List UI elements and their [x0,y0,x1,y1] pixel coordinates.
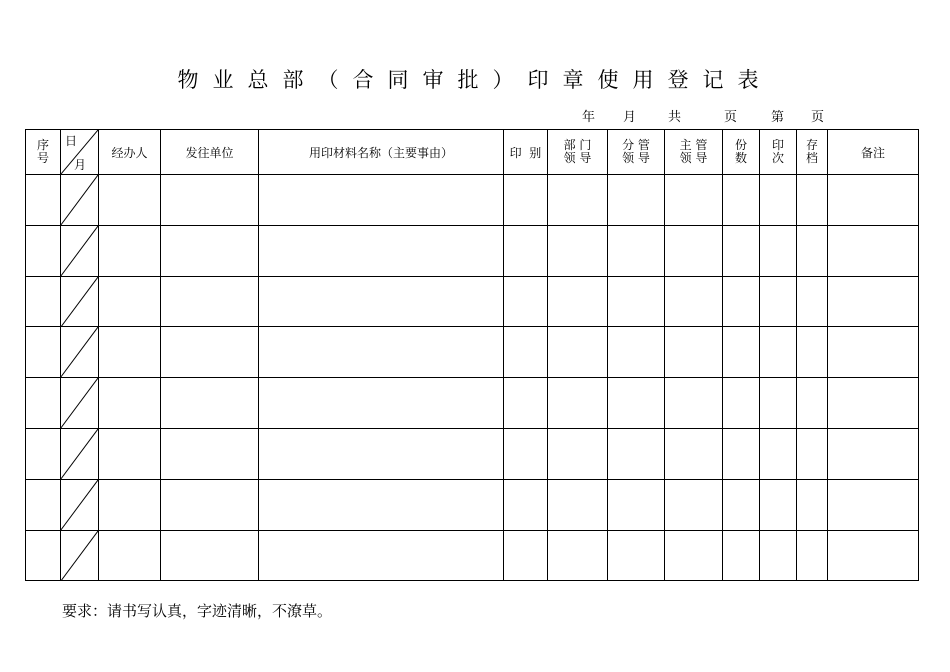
table-cell[interactable] [504,276,548,327]
table-cell[interactable] [504,530,548,581]
table-cell[interactable] [26,479,61,530]
table-cell[interactable] [548,225,608,276]
table-cell[interactable] [504,327,548,378]
table-cell[interactable] [665,428,723,479]
table-cell[interactable] [26,428,61,479]
table-cell[interactable] [259,327,504,378]
table-cell[interactable] [608,479,665,530]
table-cell[interactable] [723,530,760,581]
no-label: 第 [771,110,785,125]
table-cell[interactable] [760,378,797,429]
table-cell[interactable] [26,225,61,276]
table-row [26,428,919,479]
table-cell[interactable] [26,276,61,327]
table-cell[interactable] [760,530,797,581]
year-label: 年 [582,110,596,125]
header-copies: 份 数 [723,130,760,175]
header-handler: 经办人 [99,130,161,175]
table-cell[interactable] [504,479,548,530]
table-cell[interactable] [26,327,61,378]
register-table [25,129,919,581]
table-cell[interactable] [828,276,919,327]
table-cell[interactable] [665,530,723,581]
table-cell[interactable] [259,479,504,530]
page2-label: 页 [811,110,825,125]
table-cell[interactable] [665,276,723,327]
date-cell[interactable] [61,225,99,276]
table-row [26,530,919,581]
table-cell[interactable] [26,530,61,581]
table-cell[interactable] [161,428,259,479]
table-cell[interactable] [504,225,548,276]
table-cell[interactable] [828,175,919,226]
table-cell[interactable] [828,225,919,276]
table-cell[interactable] [608,530,665,581]
table-cell[interactable] [99,530,161,581]
header-day: 日 [65,134,78,148]
header-row [26,130,919,175]
total-label: 共 [668,110,682,125]
table-cell[interactable] [99,378,161,429]
table-cell[interactable] [259,225,504,276]
table-cell[interactable] [665,378,723,429]
table-cell[interactable] [99,428,161,479]
date-cell[interactable] [61,479,99,530]
table-cell[interactable] [665,327,723,378]
table-cell[interactable] [504,428,548,479]
date-cell[interactable] [61,276,99,327]
page-title: 物业总部（合同审批）印章使用登记表 [177,68,773,92]
table-row [26,327,919,378]
table-cell[interactable] [723,225,760,276]
page-label: 页 [724,110,738,125]
table-cell[interactable] [26,175,61,226]
header-month: 月 [73,158,86,172]
table-cell[interactable] [259,276,504,327]
table-cell[interactable] [723,378,760,429]
table-cell[interactable] [161,327,259,378]
table-cell[interactable] [760,225,797,276]
header-recipient: 发往单位 [161,130,259,175]
table-cell[interactable] [99,175,161,226]
table-cell[interactable] [259,428,504,479]
date-cell[interactable] [61,378,99,429]
table-cell[interactable] [760,479,797,530]
table-cell[interactable] [797,530,828,581]
table-cell[interactable] [828,378,919,429]
header-main-leader: 主 管 领 导 [665,130,723,175]
table-cell[interactable] [797,378,828,429]
header-sub-leader: 分 管 领 导 [608,130,665,175]
table-cell[interactable] [760,327,797,378]
table-row [26,479,919,530]
table-row [26,225,919,276]
table-cell[interactable] [99,327,161,378]
table-cell[interactable] [548,479,608,530]
table-row [26,175,919,226]
header-material: 用印材料名称（主要事由） [259,130,504,175]
table-cell[interactable] [548,530,608,581]
header-times: 印 次 [760,130,797,175]
table-cell[interactable] [828,327,919,378]
table-cell[interactable] [723,276,760,327]
table-cell[interactable] [161,479,259,530]
table-cell[interactable] [797,175,828,226]
table-cell[interactable] [161,225,259,276]
header-seq: 序 号 [26,130,61,175]
table-cell[interactable] [665,225,723,276]
header-archive: 存 档 [797,130,828,175]
table-cell[interactable] [548,378,608,429]
table-cell[interactable] [608,175,665,226]
table-cell[interactable] [26,378,61,429]
table-cell[interactable] [723,327,760,378]
table-cell[interactable] [723,428,760,479]
table-cell[interactable] [99,479,161,530]
table-cell[interactable] [723,175,760,226]
table-cell[interactable] [548,327,608,378]
table-row [26,276,919,327]
table-cell[interactable] [797,479,828,530]
footer-note: 要求：请书写认真，字迹清晰，不潦草。 [62,602,333,620]
table-cell[interactable] [608,276,665,327]
table-cell[interactable] [99,225,161,276]
table-cell[interactable] [548,175,608,226]
table-row [26,378,919,429]
date-cell[interactable] [61,530,99,581]
table-cell[interactable] [797,428,828,479]
table-cell[interactable] [259,530,504,581]
table-cell[interactable] [548,428,608,479]
table-cell[interactable] [504,175,548,226]
table-cell[interactable] [828,479,919,530]
header-seal-type: 印 别 [504,130,548,175]
table-cell[interactable] [504,378,548,429]
date-cell[interactable] [61,327,99,378]
table-cell[interactable] [665,175,723,226]
table-cell[interactable] [797,225,828,276]
table-cell[interactable] [760,276,797,327]
table-cell[interactable] [259,378,504,429]
date-cell[interactable] [61,428,99,479]
table-cell[interactable] [548,276,608,327]
table-cell[interactable] [797,327,828,378]
table-cell[interactable] [797,276,828,327]
header-remark: 备注 [828,130,919,175]
month-label: 月 [623,110,637,125]
table-cell[interactable] [828,428,919,479]
table-cell[interactable] [161,276,259,327]
header-dept-leader: 部 门 领 导 [548,130,608,175]
date-cell[interactable] [61,175,99,226]
table-cell[interactable] [760,175,797,226]
table-cell[interactable] [161,530,259,581]
table-cell[interactable] [161,378,259,429]
table-cell[interactable] [99,276,161,327]
table-cell[interactable] [608,327,665,378]
table-cell[interactable] [259,175,504,226]
header-date [61,130,99,175]
table-cell[interactable] [608,378,665,429]
table-cell[interactable] [161,175,259,226]
table-cell[interactable] [760,428,797,479]
table-cell[interactable] [665,479,723,530]
table-cell[interactable] [608,428,665,479]
table-cell[interactable] [828,530,919,581]
table-cell[interactable] [723,479,760,530]
table-cell[interactable] [608,225,665,276]
